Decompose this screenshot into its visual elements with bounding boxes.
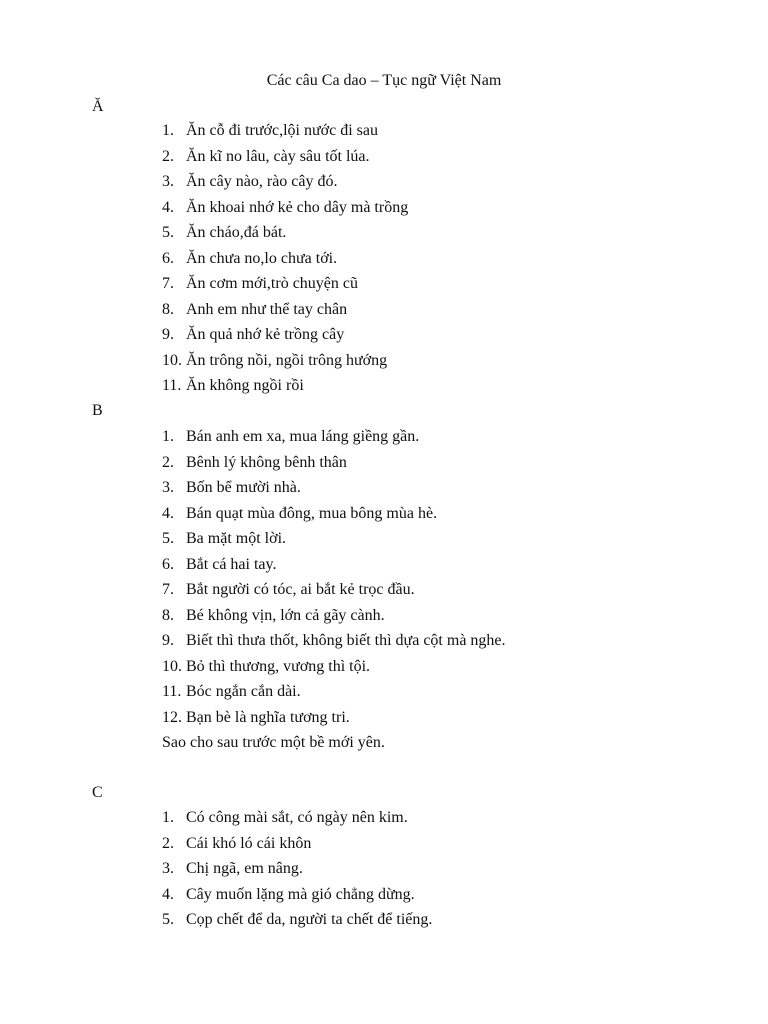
list-item-text: Ba mặt một lời. (186, 530, 287, 547)
list-item-number: 5. (162, 530, 174, 547)
list-item (162, 477, 506, 503)
list-item-number: 3. (162, 860, 174, 877)
list-item-text: Bạn bè là nghĩa tương tri. (186, 708, 350, 726)
list-item (162, 197, 408, 223)
list-item (162, 605, 506, 631)
list-item (162, 656, 506, 682)
list-item-number: 7. (162, 581, 174, 598)
list-item (162, 681, 506, 707)
list-item-text: Bênh lý không bênh thân (186, 453, 347, 471)
list-item-text: Bỏ thì thương, vương thì tội. (186, 657, 371, 675)
list-item (162, 299, 408, 325)
continuation-line: Sao cho sau trước một bề mới yên. (162, 734, 385, 751)
list-item (162, 426, 506, 452)
list-item-text: Bắt người có tóc, ai bắt kẻ trọc đầu. (186, 581, 415, 598)
list-item (162, 858, 432, 884)
list-item (162, 452, 506, 478)
list-item-number: 4. (162, 504, 174, 522)
list-item-number: 4. (162, 885, 174, 903)
document-title: Các câu Ca dao – Tục ngữ Việt Nam (266, 72, 502, 89)
section-list-a-breve (162, 120, 408, 401)
list-item-number: 5. (162, 224, 174, 241)
list-item (162, 350, 408, 376)
list-item-number: 11. (162, 377, 182, 394)
list-item-text: Bán quạt mùa đông, mua bông mùa hè. (186, 504, 438, 522)
list-item (162, 528, 506, 554)
list-item-text: Ăn cỗ đi trước,lội nước đi sau (186, 122, 379, 139)
list-item-number: 2. (162, 453, 174, 471)
section-list-b (162, 426, 506, 732)
list-item-text: Ăn chưa no,lo chưa tới. (186, 249, 338, 267)
list-item-text: Có công mài sắt, có ngày nên kim. (186, 809, 408, 826)
list-item (162, 248, 408, 274)
list-item-number: 8. (162, 606, 174, 624)
list-item (162, 707, 506, 733)
list-item (162, 171, 408, 197)
list-item (162, 222, 408, 248)
list-item-text: Chị ngã, em nâng. (186, 860, 303, 877)
list-item-number: 1. (162, 809, 174, 826)
list-item-number: 7. (162, 275, 174, 292)
list-item-text: Biết thì thưa thốt, không biết thì dựa cột mà nghe. (186, 632, 506, 649)
list-item (162, 807, 432, 833)
list-item-text: Bốn bể mười nhà. (186, 479, 301, 496)
list-item-text: Ăn quả nhớ kẻ trồng cây (186, 326, 345, 343)
list-item-text: Ăn khoai nhớ kẻ cho dây mà trồng (186, 198, 409, 216)
list-item-number: 12. (162, 708, 182, 726)
list-item-number: 1. (162, 122, 174, 139)
list-item-number: 8. (162, 300, 174, 318)
list-item-number: 10. (162, 657, 182, 675)
list-item-number: 6. (162, 555, 174, 573)
section-heading-a-breve: Ă (92, 98, 104, 115)
list-item (162, 273, 408, 299)
list-item-text: Bé không vịn, lớn cả gãy cành. (186, 606, 385, 624)
list-item-text: Cây muốn lặng mà gió chẳng dừng. (186, 885, 415, 903)
list-item-text: Cái khó ló cái khôn (186, 834, 312, 852)
list-item-number: 1. (162, 428, 174, 445)
list-item-text: Ăn cây nào, rào cây đó. (186, 173, 338, 190)
list-item (162, 120, 408, 146)
list-item-text: Ăn cơm mới,trò chuyện cũ (186, 275, 358, 292)
list-item-text: Bóc ngắn cắn dài. (186, 683, 301, 700)
list-item-number: 11. (162, 683, 182, 700)
list-item (162, 146, 408, 172)
section-heading-b: B (92, 402, 103, 419)
list-item (162, 909, 432, 935)
list-item-text: Anh em như thể tay chân (186, 300, 348, 318)
list-item-text: Ăn kĩ no lâu, cày sâu tốt lúa. (186, 147, 370, 165)
list-item-number: 2. (162, 834, 174, 852)
list-item-text: Bắt cá hai tay. (186, 555, 277, 573)
list-item-text: Ăn cháo,đá bát. (186, 224, 287, 241)
list-item (162, 884, 432, 910)
list-item (162, 324, 408, 350)
list-item-number: 6. (162, 249, 174, 267)
list-item (162, 579, 506, 605)
list-item (162, 375, 408, 401)
list-item-text: Bán anh em xa, mua láng giềng gần. (186, 428, 420, 445)
list-item (162, 833, 432, 859)
list-item-number: 10. (162, 351, 182, 369)
list-item-number: 4. (162, 198, 174, 216)
list-item-text: Ăn không ngồi rồi (186, 377, 304, 394)
list-item-number: 9. (162, 632, 174, 649)
list-item-number: 3. (162, 173, 174, 190)
section-heading-c: C (92, 784, 103, 801)
list-item-number: 5. (162, 911, 174, 928)
section-list-c (162, 807, 432, 935)
list-item (162, 630, 506, 656)
list-item-text: Cọp chết để da, người ta chết để tiếng. (186, 911, 433, 928)
list-item-number: 2. (162, 147, 174, 165)
list-item (162, 503, 506, 529)
list-item-text: Ăn trông nồi, ngồi trông hướng (186, 351, 388, 369)
list-item-number: 3. (162, 479, 174, 496)
list-item-number: 9. (162, 326, 174, 343)
list-item (162, 554, 506, 580)
